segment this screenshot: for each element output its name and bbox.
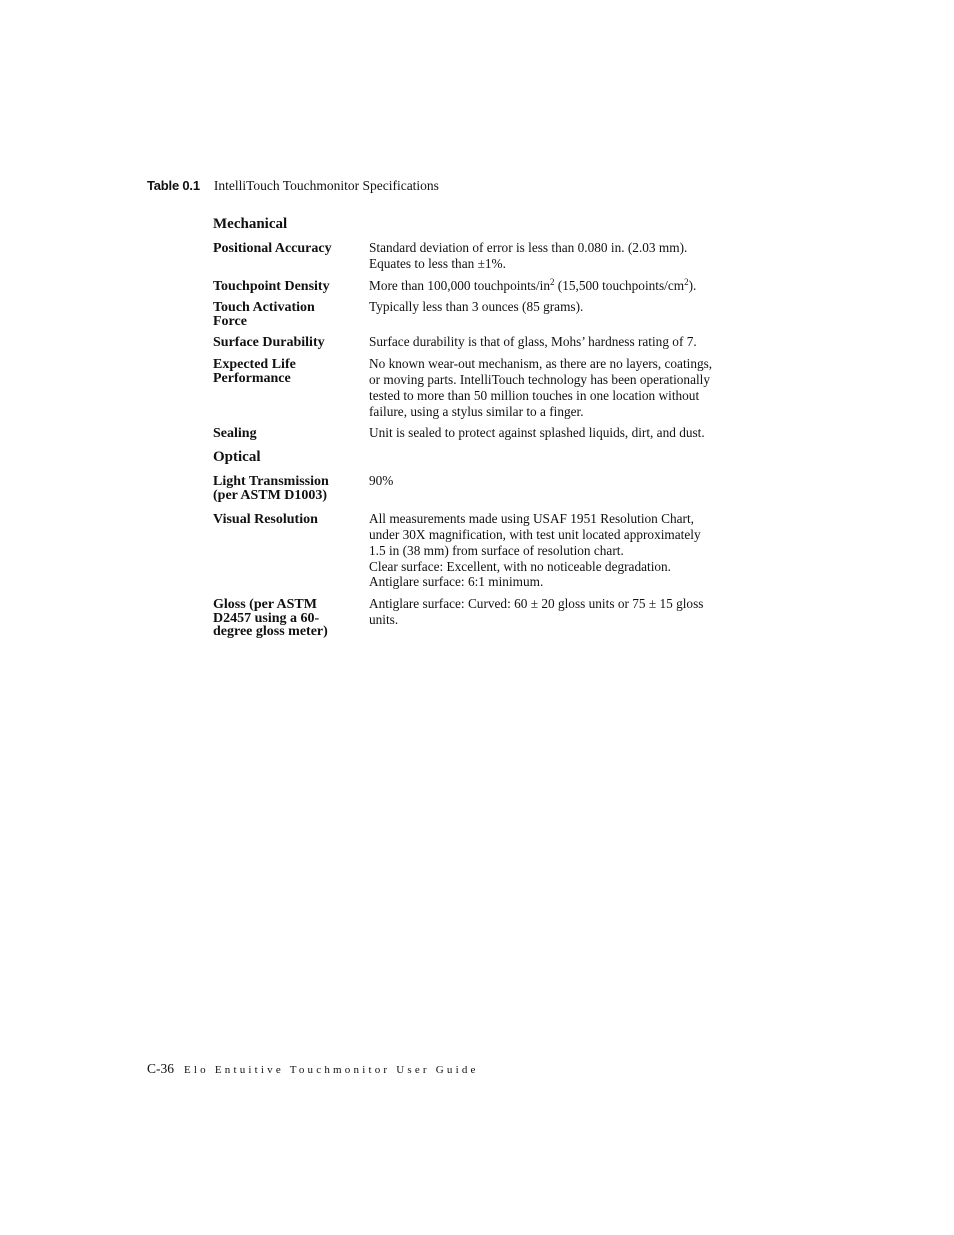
term-line: D2457 using a 60- — [213, 610, 320, 626]
desc-line: 1.5 in (38 mm) from surface of resolution chart. — [369, 542, 624, 558]
desc-line: Antiglare surface: Curved: 60 ± 20 gloss units or 75 ± 15 gloss — [369, 596, 704, 612]
desc-text: More than 100,000 touchpoints/in — [369, 277, 550, 293]
desc-line: 90% — [369, 473, 394, 489]
page-number: C-36 — [147, 1061, 174, 1076]
table-row — [213, 240, 743, 272]
superscript: 2 — [549, 276, 555, 287]
desc-line: units. — [369, 611, 399, 627]
table-row — [213, 356, 743, 419]
spec-desc-positional-accuracy — [369, 240, 743, 272]
spec-term-gloss — [213, 596, 369, 639]
table-row — [213, 425, 743, 441]
desc-line: No known wear-out mechanism, as there are no layers, coatings, — [369, 356, 713, 372]
desc-line: Clear surface: Excellent, with no noticeable degradation. — [369, 558, 672, 574]
spec-term-light-transmission — [213, 473, 369, 502]
table-row — [213, 334, 743, 350]
term-line: Gloss (per ASTM — [213, 597, 317, 613]
desc-line: failure, using a stylus similar to a finger. — [369, 403, 584, 419]
spec-desc-expected-life — [369, 356, 743, 419]
spec-term-expected-life — [213, 356, 369, 385]
superscript: 2 — [684, 276, 689, 287]
spec-term-surface-durability: Surface Durability — [213, 335, 325, 351]
term-line: Performance — [213, 370, 291, 386]
term-line: Touch Activation — [213, 300, 315, 316]
desc-text: (15,500 touchpoints/cm — [554, 277, 685, 293]
table-title: IntelliTouch Touchmonitor Specifications — [213, 178, 439, 193]
desc-text: ). — [688, 277, 697, 293]
section-heading-mechanical: Mechanical — [213, 216, 288, 232]
table-row — [213, 511, 743, 590]
desc-line: or moving parts. IntelliTouch technology has been operationally — [369, 371, 711, 387]
spec-table — [213, 216, 743, 645]
spec-desc-touchpoint-density — [369, 278, 743, 294]
desc-line: tested to more than 50 million touches in one location without — [369, 387, 700, 403]
section-heading-optical: Optical — [213, 449, 261, 466]
desc-line: Equates to less than ±1%. — [369, 255, 506, 271]
table-caption — [147, 178, 439, 194]
spec-term-touch-activation-force — [213, 299, 369, 328]
spec-desc-surface-durability — [369, 334, 743, 350]
spec-desc-touch-activation-force — [369, 299, 743, 315]
table-row — [213, 278, 743, 294]
term-line: (per ASTM D1003) — [213, 487, 328, 503]
term-line: Force — [213, 313, 247, 329]
spec-term-touchpoint-density: Touchpoint Density — [213, 278, 330, 294]
desc-line: All measurements made using USAF 1951 Resolution Chart, — [369, 511, 695, 527]
spec-desc-light-transmission — [369, 473, 743, 489]
spec-desc-visual-resolution — [369, 511, 743, 590]
spec-desc-sealing — [369, 425, 743, 441]
desc-line: Unit is sealed to protect against splashed liquids, dirt, and dust. — [369, 425, 705, 441]
desc-line: Typically less than 3 ounces (85 grams). — [369, 299, 584, 315]
spec-term-positional-accuracy: Positional Accuracy — [213, 241, 332, 256]
desc-line: Standard deviation of error is less than 0.080 in. (2.03 mm). — [369, 240, 688, 255]
table-row — [213, 473, 743, 502]
desc-line: Antiglare surface: 6:1 minimum. — [369, 574, 544, 590]
table-row — [213, 299, 743, 328]
desc-line: Surface durability is that of glass, Mohs’ hardness rating of 7. — [369, 334, 697, 350]
spec-term-sealing: Sealing — [213, 426, 257, 442]
guide-title: Elo Entuitive Touchmonitor User Guide — [184, 1064, 479, 1076]
term-line: Expected Life — [213, 357, 296, 373]
desc-line: under 30X magnification, with test unit located approximately — [369, 526, 701, 542]
spec-term-visual-resolution: Visual Resolution — [213, 512, 318, 528]
table-row — [213, 596, 743, 639]
term-line: Light Transmission — [213, 474, 329, 490]
page-footer — [147, 1061, 479, 1077]
table-number: Table 0.1 — [147, 178, 200, 193]
spec-desc-gloss — [369, 596, 743, 628]
term-line: degree gloss meter) — [213, 624, 328, 640]
